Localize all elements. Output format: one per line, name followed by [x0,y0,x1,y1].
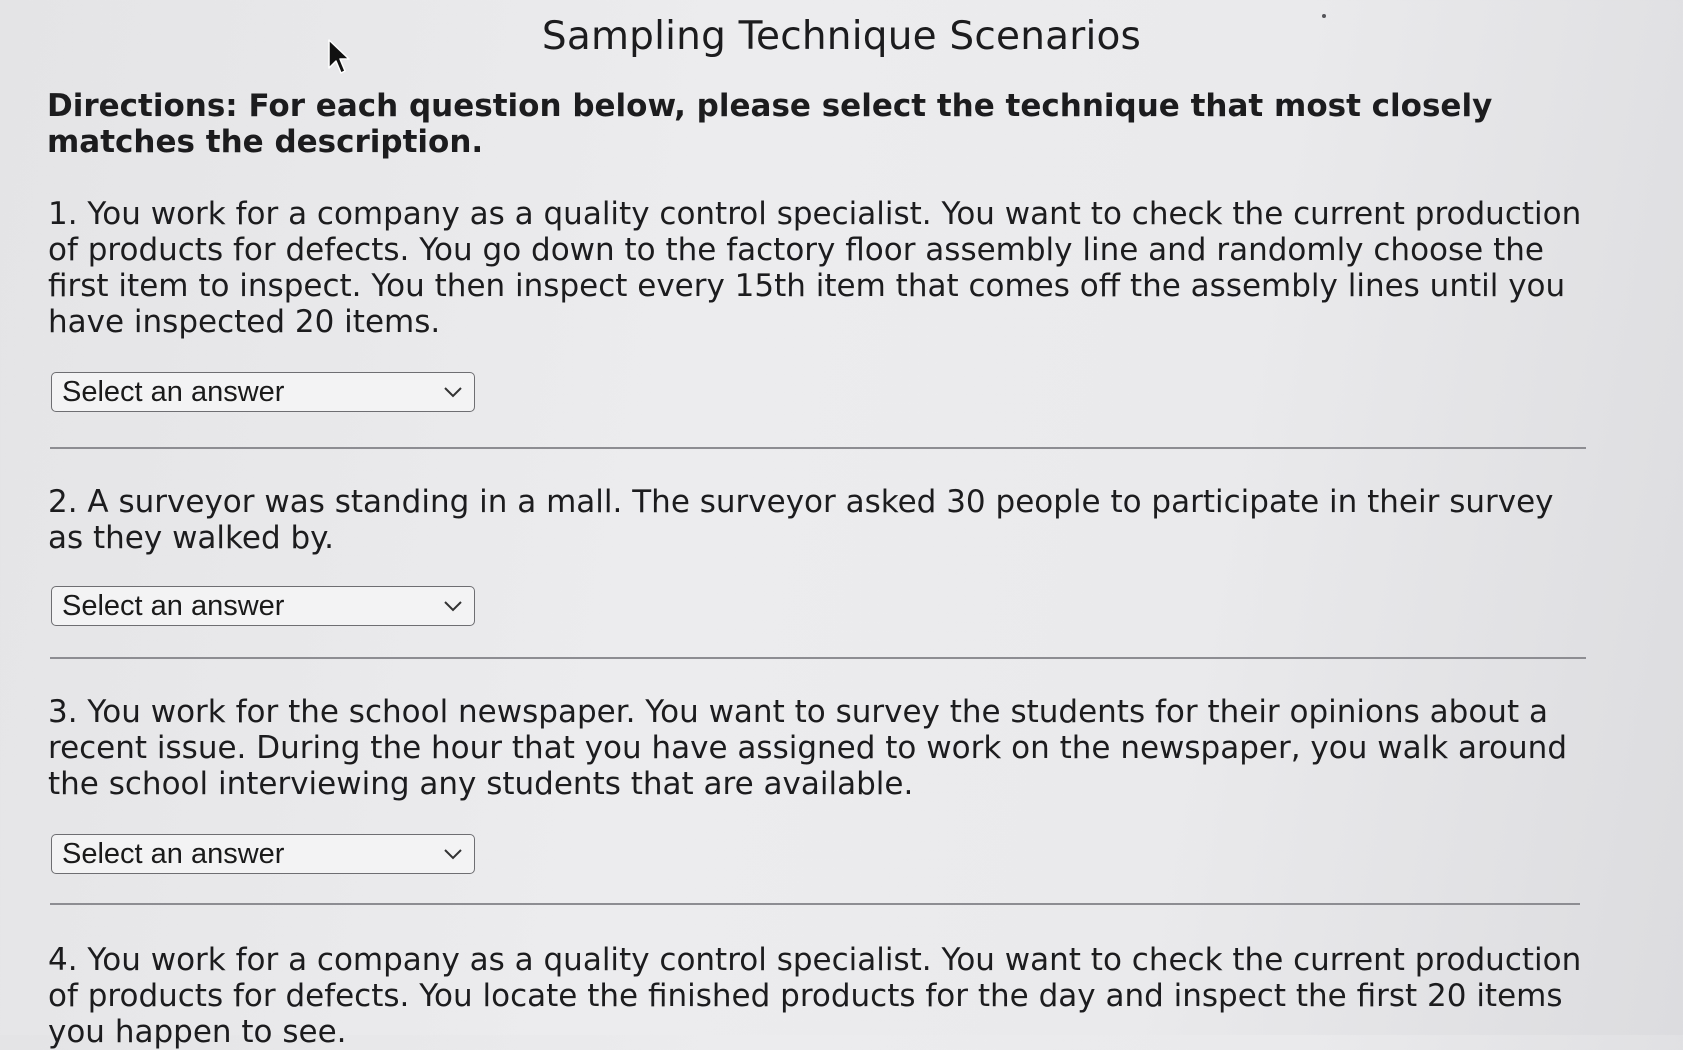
question-2-answer-select[interactable] [51,586,475,626]
mouse-pointer-icon [327,38,353,76]
select-value: Select an answer [62,376,285,408]
divider [50,903,1580,905]
question-1-text: 1. You work for a company as a quality control specialist. You want to check the current production of products for defects. You go down to the factory floor assembly line and randomly choose the first item to inspect. You then inspect every 15th item that comes off the assembly lines until you have inspected 20 items. [48,196,1582,340]
chevron-down-icon [442,595,464,617]
select-value: Select an answer [62,590,285,622]
question-3-answer-select[interactable] [51,834,475,874]
question-1-answer-select[interactable] [51,372,475,412]
page-title: Sampling Technique Scenarios [541,14,1142,59]
directions-text: Directions: For each question below, please select the technique that most closely matches the description. [47,88,1493,160]
question-3-text: 3. You work for the school newspaper. You want to survey the students for their opinions about a recent issue. During the hour that you have assigned to work on the newspaper, you walk around the school interviewing any students that are available. [48,694,1567,802]
question-2-text: 2. A surveyor was standing in a mall. The surveyor asked 30 people to participate in their survey as they walked by. [48,484,1554,556]
divider [50,447,1586,449]
screen-speck [1322,14,1326,18]
select-value: Select an answer [62,838,285,870]
chevron-down-icon [442,381,464,403]
question-4-text: 4. You work for a company as a quality control specialist. You want to check the current production of products for defects. You locate the finished products for the day and inspect the first 20 items you happen to see. [48,942,1582,1050]
chevron-down-icon [442,843,464,865]
divider [50,657,1586,659]
